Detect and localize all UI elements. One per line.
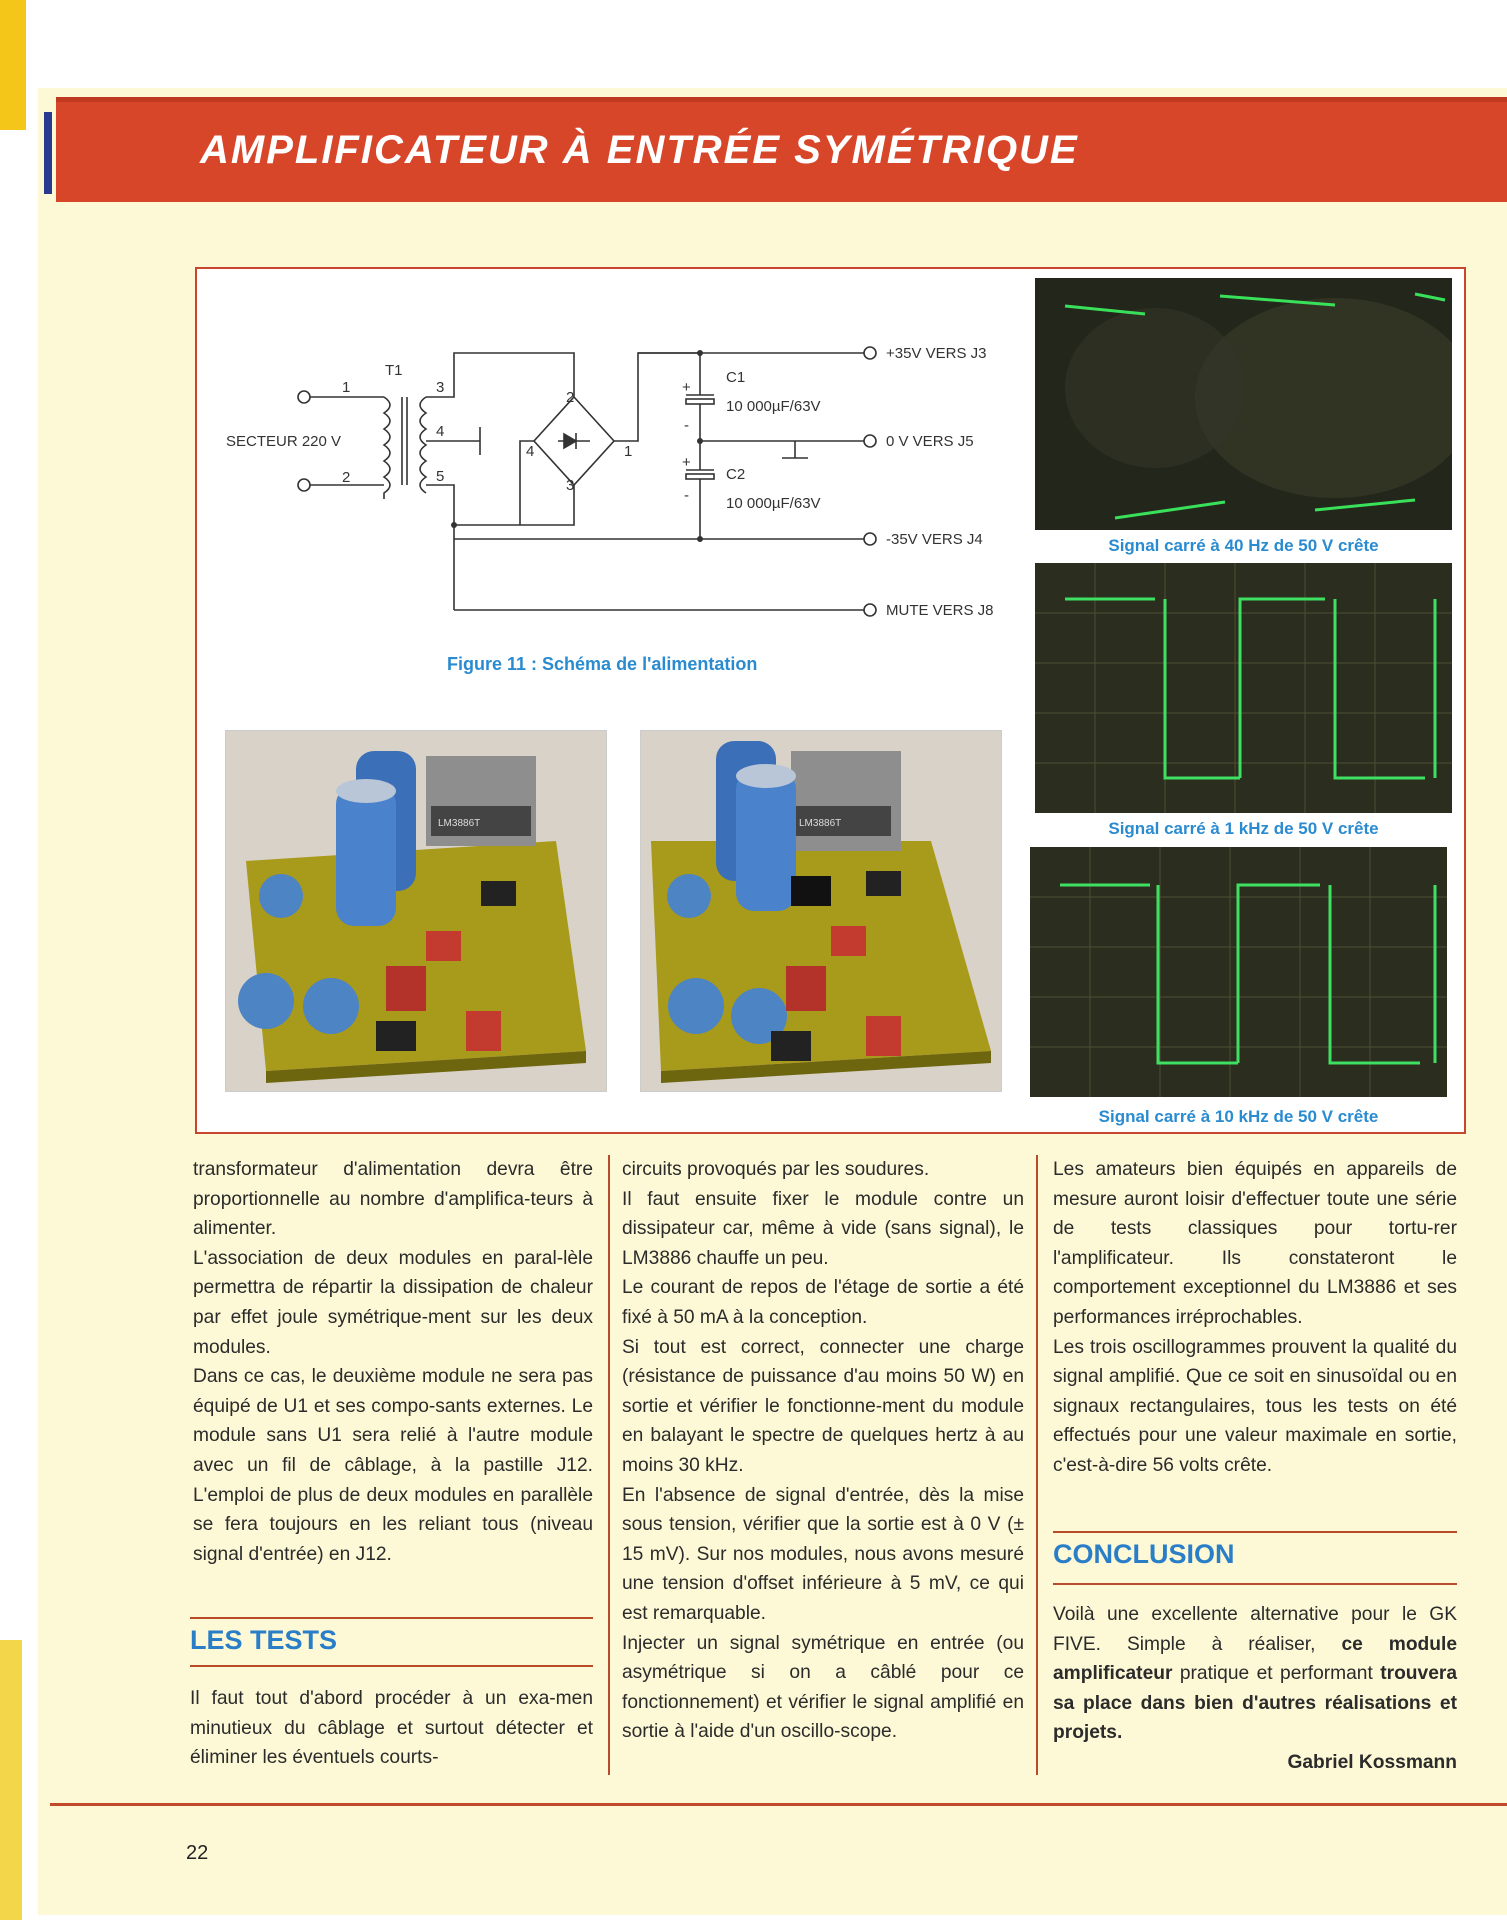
title-accent [44, 112, 52, 194]
label-c1-plus: + [682, 379, 691, 396]
module-photo-right [640, 730, 1002, 1092]
col3-paragraph-3 [1053, 1600, 1457, 1748]
label-pin5: 5 [436, 468, 445, 485]
page-title: AMPLIFICATEUR À ENTRÉE SYMÉTRIQUE [200, 128, 1079, 172]
conclusion-text-plain-2: pratique et performant [1172, 1663, 1381, 1685]
col1-paragraph-1: transformateur d'alimentation devra être proportionnelle au nombre d'amplifica-teurs à alimenter. [193, 1159, 593, 1240]
label-bridge-pin4: 4 [526, 443, 535, 460]
power-supply-schematic [210, 330, 1030, 650]
label-out-pos: +35V VERS J3 [886, 345, 987, 362]
label-out-zero: 0 V VERS J5 [886, 433, 974, 450]
label-c2-minus: - [684, 487, 689, 504]
tests-rule-bottom [190, 1665, 593, 1667]
scope-caption-40hz: Signal carré à 40 Hz de 50 V crête [1108, 536, 1379, 555]
label-pin4: 4 [436, 423, 445, 440]
col2-paragraph-2: Il faut ensuite fixer le module contre un dissipateur car, même à vide (sans signal), le LM3886 chauffe un peu. [622, 1188, 1024, 1269]
conclusion-text-bold: ce module amplificateur [1053, 1633, 1457, 1685]
label-pin1: 1 [342, 379, 351, 396]
conclusion-heading: CONCLUSION [1053, 1539, 1235, 1569]
label-c2-plus: + [682, 454, 691, 471]
right-ic-label: LM3886T [799, 818, 842, 829]
figure-caption: Figure 11 : Schéma de l'alimentation [447, 654, 758, 674]
label-pin3: 3 [436, 379, 445, 396]
scope-caption-1khz: Signal carré à 1 kHz de 50 V crête [1108, 819, 1379, 838]
col1-paragraph-2: L'association de deux modules en paral-lèle permettra de répartir la dissipation de chaleur par effet joule symétrique-ment sur les deux modules. [193, 1247, 593, 1358]
col2-paragraph-3: Le courant de repos de l'étage de sortie a été fixé à 50 mA à la conception. [622, 1277, 1024, 1328]
label-pin2: 2 [342, 469, 351, 486]
label-bridge-pin2: 2 [566, 389, 575, 406]
col2-paragraph-1: circuits provoqués par les soudures. [622, 1159, 930, 1180]
scope-caption-10khz: Signal carré à 10 kHz de 50 V crête [1098, 1107, 1379, 1126]
label-c2-value: 10 000µF/63V [726, 495, 821, 512]
col1-paragraph-3: Dans ce cas, le deuxième module ne sera pas équipé de U1 et ses compo-sants externes. Le module sans U1 sera relié à l'autre module avec un fil de câblage, à la pastille J12. L'emploi de plus de deux modules en parallèle se fera toujours en les reliant tous (niveau signal d'entrée) en J12. [193, 1366, 593, 1565]
col2-paragraph-6: Injecter un signal symétrique en entrée (ou asymétrique si on a câblé pour ce fonctionnement) et vérifier le signal amplifié en sortie à l'aide d'un oscillo-scope. [622, 1632, 1024, 1743]
conclusion-text-bold-2: trouvera sa place dans bien d'autres réalisations et projets. [1053, 1663, 1457, 1744]
label-c1-minus: - [684, 417, 689, 434]
page-edge-strip [0, 0, 26, 130]
column-divider-1 [608, 1155, 610, 1775]
label-c1: C1 [726, 369, 746, 386]
col3-conclusion-text [1053, 1600, 1457, 1778]
conclusion-text-plain: Voilà une excellente alternative pour le GK FIVE. Simple à réaliser, [1053, 1604, 1457, 1655]
page-number: 22 [186, 1842, 209, 1864]
col2-paragraph-4: Si tout est correct, connecter une charge (résistance de puissance d'au moins 50 W) en sortie et vérifier le fonctionne-ment du module en balayant le spectre de quelques hertz à au moins 30 kHz. [622, 1336, 1024, 1476]
col1-paragraph-4: Il faut tout d'abord procéder à un exa-men minutieux du câblage et surtout détecter et éliminer les éventuels courts- [190, 1688, 593, 1769]
col1-tests-text [190, 1684, 593, 1773]
text-column-1 [193, 1155, 593, 1569]
bottom-rule [50, 1803, 1507, 1806]
scope-1khz [1035, 563, 1452, 813]
tests-heading: LES TESTS [190, 1625, 338, 1655]
col2-paragraph-5: En l'absence de signal d'entrée, dès la mise sous tension, vérifier que la sortie est à 0 V (± 15 mV). Sur nos modules, nous avons mesuré une tension d'offset inférieure à 5 mV, ce qui est remarquable. [622, 1484, 1024, 1624]
col3-paragraph-1: Les amateurs bien équipés en appareils de mesure auront loisir d'effectuer toute une série de tests classiques pour tortu-rer l'amplificateur. Ils constateront le comportement exceptionnel du LM3886 et ses performances irréprochables. [1053, 1159, 1457, 1328]
tests-rule-top [190, 1617, 593, 1619]
label-c1-value: 10 000µF/63V [726, 398, 821, 415]
label-out-mute: MUTE VERS J8 [886, 602, 994, 619]
label-c2: C2 [726, 466, 746, 483]
label-secteur: SECTEUR 220 V [226, 433, 342, 450]
scope-40hz [1035, 278, 1452, 530]
label-bridge-pin3: 3 [566, 477, 575, 494]
conclusion-rule-bottom [1053, 1583, 1457, 1585]
conclusion-rule-top [1053, 1531, 1457, 1533]
text-column-2 [622, 1155, 1024, 1747]
col3-paragraph-2: Les trois oscillogrammes prouvent la qualité du signal amplifié. Que ce soit en sinusoïdal ou en signaux rectangulaires, tous les tests on été effectués pour une valeur maximale en sortie, c'est-à-dire 56 volts crête. [1053, 1336, 1457, 1476]
scope-10khz [1030, 847, 1447, 1097]
left-ic-label: LM3886T [438, 818, 481, 829]
author-name: Gabriel Kossmann [1287, 1751, 1457, 1773]
module-photo-left [225, 730, 607, 1092]
label-bridge-pin1: 1 [624, 443, 633, 460]
label-t1: T1 [385, 362, 403, 379]
column-divider-2 [1036, 1155, 1038, 1775]
page-edge-strip-bottom [0, 1640, 22, 1920]
text-column-3 [1053, 1155, 1457, 1481]
label-out-neg: -35V VERS J4 [886, 531, 983, 548]
